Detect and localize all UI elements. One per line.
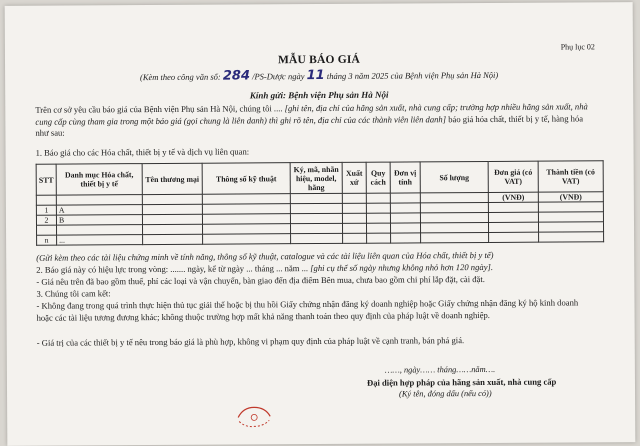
table-cell bbox=[203, 234, 291, 245]
table-cell bbox=[142, 204, 202, 214]
intro-text: Trên cơ sở yêu cầu báo giá của Bệnh viện Phụ sản Hà Nội, chúng tôi .... bbox=[35, 103, 285, 115]
item-cell: B bbox=[56, 215, 142, 226]
table-cell bbox=[142, 194, 202, 204]
subtitle-middle: /PS-Dược ngày bbox=[252, 71, 305, 82]
table-cell bbox=[420, 212, 488, 222]
header-cell: Thành tiền (có VAT) bbox=[538, 161, 603, 192]
table-cell bbox=[390, 193, 420, 203]
table-cell bbox=[391, 233, 421, 243]
table-cell bbox=[390, 203, 420, 213]
table-cell bbox=[142, 214, 202, 224]
header-cell: STT bbox=[36, 164, 56, 195]
header-cell: Danh mục Hóa chất, thiết bị y tế bbox=[56, 164, 142, 196]
table-cell bbox=[143, 234, 203, 244]
table-cell bbox=[57, 225, 143, 236]
table-cell bbox=[202, 224, 290, 235]
validity-text: 2. Báo giá này có hiệu lực trong vòng: ....... ngày, kể từ ngày ... tháng ... năm ... bbox=[36, 263, 311, 275]
header-cell: Quy cách bbox=[366, 162, 390, 193]
table-cell bbox=[538, 212, 603, 222]
table-cell bbox=[343, 233, 367, 243]
table-cell bbox=[489, 232, 539, 242]
header-cell: Xuất xứ bbox=[342, 162, 366, 193]
attachment-note: (Gửi kèm theo các tài liệu chứng minh về tính năng, thông số kỹ thuật, catalogue và các tài liệu liên quan của Hóa chất, thiết bị y tế) bbox=[36, 249, 494, 263]
table-row bbox=[37, 232, 604, 245]
table-cell bbox=[390, 223, 420, 233]
table-cell bbox=[367, 233, 391, 243]
table-cell bbox=[390, 213, 420, 223]
price-note: - Giá nêu trên đã bao gồm thuế, phí các loại và vận chuyển, bàn giao đến địa điểm Bên mua, chưa bao gồm chi phí lắp đặt, cài đặt. bbox=[36, 273, 485, 287]
table-cell bbox=[366, 223, 390, 233]
table-cell bbox=[290, 223, 342, 233]
table-cell bbox=[291, 233, 343, 243]
signature-date: ……, ngày…… tháng……năm…. bbox=[384, 364, 496, 375]
intro-text-end: báo giá hóa chất, thiết bị y tế, hàng hóa như sau: bbox=[35, 112, 584, 138]
table-cell bbox=[539, 232, 604, 242]
signature-title: Đại diện hợp pháp của hãng sản xuất, nhà cung cấp bbox=[366, 376, 557, 388]
table-cell bbox=[420, 222, 488, 232]
table-cell bbox=[202, 194, 290, 205]
table-cell bbox=[488, 222, 538, 232]
header-cell: Số lượng bbox=[420, 161, 488, 192]
signature-note: (Ký tên, đóng dấu (nếu có)) bbox=[399, 388, 492, 399]
table-cell bbox=[366, 193, 390, 203]
dispatch-number: 284 bbox=[222, 68, 251, 84]
red-stamp-icon bbox=[235, 403, 273, 429]
table-cell bbox=[366, 203, 390, 213]
table-cell bbox=[342, 203, 366, 213]
table-cell bbox=[420, 192, 488, 202]
item-cell: ... bbox=[57, 235, 143, 246]
intro-paragraph bbox=[35, 101, 595, 139]
table-cell bbox=[202, 204, 290, 215]
table-cell bbox=[488, 212, 538, 222]
stt-cell: n bbox=[37, 235, 57, 245]
intro-placeholder: [ghi tên, địa chỉ của hãng sản xuất, nhà cung cấp; trường hợp nhiều hãng sản xuất, nhà cung cấp cùng tham gia trong một báo giá (gọi chung là liên danh) thì ghi rõ tên, địa chỉ của các thành viên liên danh] bbox=[35, 101, 588, 127]
table-cell bbox=[420, 202, 488, 212]
table-cell bbox=[538, 202, 603, 212]
commitment-2: - Giá trị của các thiết bị y tế nêu trong báo giá là phù hợp, không vi phạm quy định của pháp luật về cạnh tranh, bán phá giá. bbox=[36, 335, 465, 348]
subtitle-prefix: (Kèm theo công văn số: bbox=[139, 71, 221, 83]
item-3-heading: 3. Chúng tôi cam kết: bbox=[36, 288, 111, 299]
table-cell bbox=[290, 193, 342, 203]
table-cell bbox=[366, 213, 390, 223]
item-cell: A bbox=[56, 205, 142, 216]
currency-cell: (VNĐ) bbox=[488, 192, 538, 202]
table-header-row bbox=[36, 161, 603, 195]
table-cell bbox=[37, 225, 57, 235]
table-cell bbox=[538, 222, 603, 232]
document-subtitle bbox=[5, 66, 633, 85]
document-page bbox=[5, 2, 636, 446]
header-cell: Ký, mã, nhãn hiệu, model, hãng bbox=[290, 162, 342, 193]
item-1-heading: 1. Báo giá cho các Hóa chất, thiết bị y tế và dịch vụ liên quan: bbox=[35, 146, 250, 158]
dispatch-day: 11 bbox=[306, 67, 325, 84]
table-cell bbox=[342, 193, 366, 203]
table-cell bbox=[342, 223, 366, 233]
table-cell bbox=[290, 203, 342, 213]
header-cell: Tên thương mại bbox=[142, 163, 202, 194]
currency-cell: (VNĐ) bbox=[538, 192, 603, 202]
document-title: MẪU BÁO GIÁ bbox=[277, 53, 361, 67]
stt-cell: 2 bbox=[36, 215, 56, 225]
table-cell bbox=[421, 232, 489, 242]
commitment-1: - Không đang trong quá trình thực hiện thủ tục giải thể hoặc bị thu hồi Giấy chứng nhận đăng ký doanh nghiệp hoặc Giấy chứng nhận đăng ký hộ kinh doanh hoặc các tài liệu tương đương khác; không thuộc trường hợp mất khả năng thanh toán theo quy định của pháp luật về doanh nghiệp. bbox=[36, 297, 579, 323]
table-cell bbox=[202, 214, 290, 225]
validity-note: [ghi cụ thể số ngày nhưng không nhỏ hơn 120 ngày]. bbox=[310, 261, 494, 274]
appendix-label: Phụ lục 02 bbox=[560, 42, 595, 52]
table-cell bbox=[342, 213, 366, 223]
table-cell bbox=[56, 195, 142, 206]
table-cell bbox=[488, 202, 538, 212]
header-cell: Đơn giá (có VAT) bbox=[488, 161, 538, 192]
quote-table bbox=[36, 160, 604, 245]
table-cell bbox=[290, 213, 342, 223]
header-cell: Thông số kỹ thuật bbox=[202, 163, 290, 195]
table-cell bbox=[36, 195, 56, 205]
table-cell bbox=[143, 224, 203, 234]
stt-cell: 1 bbox=[36, 205, 56, 215]
recipient-line: Kính gửi: Bệnh viện Phụ sản Hà Nội bbox=[249, 89, 389, 101]
header-cell: Đơn vị tính bbox=[390, 162, 420, 193]
subtitle-suffix: tháng 3 năm 2025 của Bệnh viện Phụ sản Hà Nội) bbox=[326, 69, 499, 81]
